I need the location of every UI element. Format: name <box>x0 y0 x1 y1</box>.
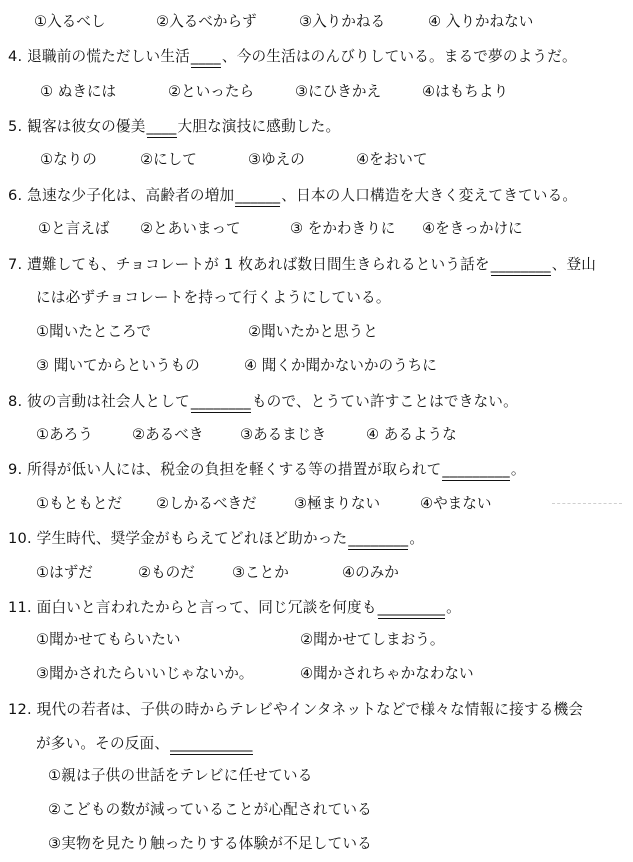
option-2: ②聞かせてしまおう。 <box>300 631 445 648</box>
option-2: ②ものだ <box>138 564 195 581</box>
option-1: ①入るべし <box>34 13 106 30</box>
question-number: 11. <box>8 599 32 616</box>
question-text: 学生時代、奨学金がもらえてどれほど助かった <box>36 530 348 547</box>
scan-artifact-line <box>552 503 622 504</box>
question-text: 面白いと言われたからと言って、同じ冗談を何度も <box>36 599 377 616</box>
question-10 <box>8 529 424 550</box>
option-1: ①なりの <box>40 151 97 168</box>
question-text: 。 <box>510 461 526 478</box>
option-3: ③ことか <box>232 564 289 581</box>
question-number: 12. <box>8 701 32 718</box>
question-number: 6. <box>8 187 23 204</box>
option-3: ③あるまじき <box>240 426 327 443</box>
answer-blank: ________ <box>348 529 408 550</box>
option-1: ①と言えば <box>38 220 110 237</box>
option-1: ① ぬきには <box>40 83 117 100</box>
question-number: 10. <box>8 530 32 547</box>
option-4: ④はもちより <box>422 83 509 100</box>
question-4 <box>8 47 577 68</box>
option-3: ③入りかねる <box>299 13 386 30</box>
option-3: ③ をかわきりに <box>290 220 396 237</box>
question-12 <box>8 700 583 720</box>
answer-blank: ____ <box>147 117 177 138</box>
option-4: ④ 聞くか聞かないかのうちに <box>244 357 437 374</box>
question-5 <box>8 117 340 138</box>
option-2: ②聞いたかと思うと <box>248 323 378 340</box>
option-4: ④のみか <box>342 564 399 581</box>
question-8 <box>8 392 518 413</box>
option-4: ④をおいて <box>356 151 428 168</box>
option-3: ③実物を見たり触ったりする体験が不足している <box>48 835 372 852</box>
question-text: 彼の言動は社会人として <box>27 393 190 410</box>
option-2: ②入るべからず <box>156 13 257 30</box>
question-11 <box>8 598 461 619</box>
question-12-continuation <box>36 734 254 755</box>
question-7 <box>8 255 596 276</box>
option-1: ①もともとだ <box>36 495 123 512</box>
option-3: ③ゆえの <box>248 151 305 168</box>
question-text: 、登山 <box>551 256 597 273</box>
option-1: ①聞いたところで <box>36 323 152 340</box>
question-number: 7. <box>8 256 23 273</box>
question-text: が多い。その反面、 <box>36 735 170 752</box>
question-text: 急速な少子化は、高齢者の増加 <box>27 187 235 204</box>
answer-blank: ____ <box>191 47 221 68</box>
option-2: ②とあいまって <box>140 220 241 237</box>
option-4: ④をきっかけに <box>422 220 523 237</box>
answer-blank: ______ <box>235 186 280 207</box>
option-3: ③にひきかえ <box>295 83 382 100</box>
option-3: ③ 聞いてからというもの <box>36 357 200 374</box>
question-text: 現代の若者は、子供の時からテレビやインタネットなどで様々な情報に接する機会 <box>36 701 584 718</box>
question-text: 。 <box>446 599 461 616</box>
option-4: ④やまない <box>420 495 492 512</box>
answer-blank: ________ <box>191 392 251 413</box>
question-text: 退職前の慌ただしい生活 <box>27 48 190 65</box>
answer-blank: ___________ <box>170 734 252 755</box>
option-1: ①親は子供の世話をテレビに任せている <box>48 767 313 784</box>
question-7-continuation: には必ずチョコレートを持って行くようにしている。 <box>36 289 391 306</box>
question-text: 遭難しても、チョコレートが 1 枚あれば数日間生きられるという話を <box>27 256 490 273</box>
question-6 <box>8 186 577 207</box>
option-1: ①はずだ <box>36 564 93 581</box>
question-text: 大胆な演技に感動した。 <box>177 118 341 135</box>
option-2: ②にして <box>140 151 197 168</box>
option-4: ④聞かされちゃかなわない <box>300 665 474 682</box>
question-text: 。 <box>409 530 425 547</box>
option-2: ②しかるべきだ <box>156 495 257 512</box>
question-text: 観客は彼女の優美 <box>27 118 146 135</box>
question-text: 所得が低い人には、税金の負担を軽くする等の措置が取られて <box>27 461 442 478</box>
question-text: 、今の生活はのんびりしている。まるで夢のようだ。 <box>221 48 577 65</box>
option-1: ①聞かせてもらいたい <box>36 631 181 648</box>
question-text: もので、とうてい許すことはできない。 <box>251 393 518 410</box>
option-4: ④ 入りかねない <box>428 13 534 30</box>
option-3: ③極まりない <box>294 495 381 512</box>
question-9 <box>8 460 526 481</box>
option-2: ②こどもの数が減っていることが心配されている <box>48 801 372 818</box>
question-number: 9. <box>8 461 23 478</box>
answer-blank: _________ <box>442 460 509 481</box>
question-text: 、日本の人口構造を大きく変えてきている。 <box>281 187 578 204</box>
option-1: ①あろう <box>36 426 93 443</box>
option-2: ②あるべき <box>132 426 204 443</box>
option-2: ②といったら <box>168 83 255 100</box>
option-3: ③聞かされたらいいじゃないか。 <box>36 665 254 682</box>
question-number: 8. <box>8 393 23 410</box>
answer-blank: _________ <box>378 598 445 619</box>
question-number: 5. <box>8 118 23 135</box>
answer-blank: ________ <box>491 255 551 276</box>
option-4: ④ あるような <box>366 426 457 443</box>
question-number: 4. <box>8 48 23 65</box>
